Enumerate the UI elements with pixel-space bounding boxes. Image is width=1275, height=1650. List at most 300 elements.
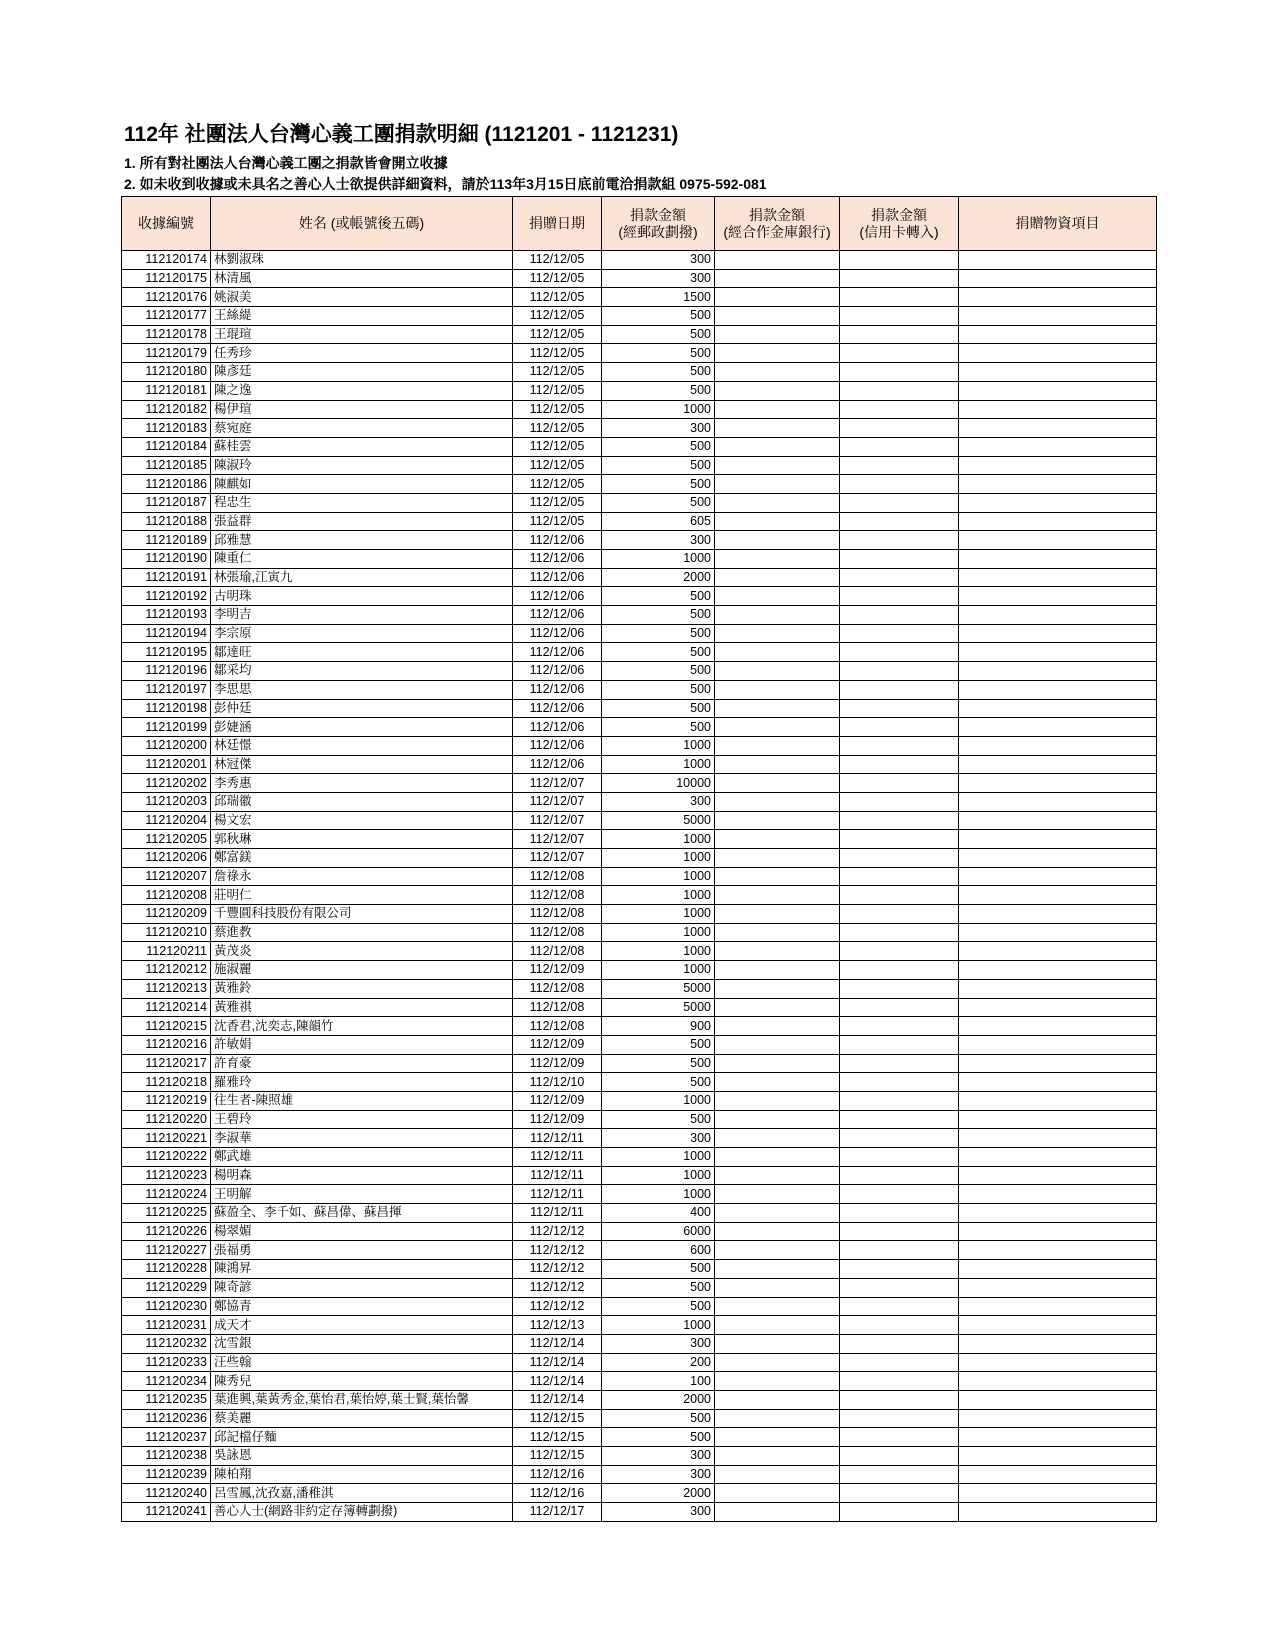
- amount-card-cell: [840, 1054, 959, 1073]
- amount-card-cell: [840, 1148, 959, 1167]
- amount-postal-cell: 500: [602, 493, 715, 512]
- amount-postal-cell: 1000: [602, 736, 715, 755]
- amount-postal-cell: 1000: [602, 400, 715, 419]
- table-row: [122, 774, 1157, 793]
- table-row: [122, 1185, 1157, 1204]
- table-row: [122, 886, 1157, 905]
- amount-bank-cell: [715, 1372, 840, 1391]
- donor-name-cell: 蘇桂雲: [211, 437, 513, 456]
- donor-name-cell: 林冠傑: [211, 755, 513, 774]
- amount-card-cell: [840, 718, 959, 737]
- receipt-no-cell: 112120215: [122, 1017, 211, 1036]
- donation-date-cell: 112/12/05: [513, 269, 602, 288]
- receipt-no-cell: 112120222: [122, 1148, 211, 1167]
- amount-card-cell: [840, 1241, 959, 1260]
- donation-date-cell: 112/12/09: [513, 1035, 602, 1054]
- goods-cell: [959, 288, 1157, 307]
- table-row: [122, 718, 1157, 737]
- table-row: [122, 942, 1157, 961]
- receipt-no-cell: 112120188: [122, 512, 211, 531]
- amount-bank-cell: [715, 905, 840, 924]
- donation-date-cell: 112/12/08: [513, 923, 602, 942]
- table-row: [122, 456, 1157, 475]
- receipt-no-cell: 112120216: [122, 1035, 211, 1054]
- donor-name-cell: 林張瑜,江寅九: [211, 568, 513, 587]
- amount-bank-cell: [715, 269, 840, 288]
- donor-name-cell: 羅雅玲: [211, 1073, 513, 1092]
- amount-bank-cell: [715, 1110, 840, 1129]
- donor-name-cell: 陳重仁: [211, 550, 513, 569]
- amount-postal-cell: 300: [602, 792, 715, 811]
- amount-card-cell: [840, 979, 959, 998]
- donation-date-cell: 112/12/05: [513, 456, 602, 475]
- donor-name-cell: 莊明仁: [211, 886, 513, 905]
- amount-postal-cell: 500: [602, 643, 715, 662]
- amount-card-cell: [840, 830, 959, 849]
- amount-card-cell: [840, 662, 959, 681]
- receipt-no-cell: 112120232: [122, 1334, 211, 1353]
- amount-postal-cell: 500: [602, 587, 715, 606]
- receipt-no-cell: 112120176: [122, 288, 211, 307]
- goods-cell: [959, 811, 1157, 830]
- donation-date-cell: 112/12/13: [513, 1316, 602, 1335]
- donation-date-cell: 112/12/14: [513, 1372, 602, 1391]
- receipt-no-cell: 112120203: [122, 792, 211, 811]
- amount-bank-cell: [715, 1166, 840, 1185]
- donor-name-cell: 施淑麗: [211, 961, 513, 980]
- receipt-no-cell: 112120233: [122, 1353, 211, 1372]
- goods-cell: [959, 1091, 1157, 1110]
- amount-card-cell: [840, 1222, 959, 1241]
- amount-bank-cell: [715, 1447, 840, 1466]
- amount-card-cell: [840, 1260, 959, 1279]
- table-row: [122, 923, 1157, 942]
- receipt-no-cell: 112120217: [122, 1054, 211, 1073]
- amount-card-cell: [840, 251, 959, 270]
- receipt-no-cell: 112120174: [122, 251, 211, 270]
- receipt-no-cell: 112120240: [122, 1484, 211, 1503]
- receipt-no-cell: 112120194: [122, 624, 211, 643]
- receipt-no-cell: 112120198: [122, 699, 211, 718]
- goods-cell: [959, 1353, 1157, 1372]
- amount-bank-cell: [715, 381, 840, 400]
- receipt-no-cell: 112120200: [122, 736, 211, 755]
- receipt-no-cell: 112120237: [122, 1428, 211, 1447]
- receipt-no-cell: 112120231: [122, 1316, 211, 1335]
- amount-postal-cell: 500: [602, 624, 715, 643]
- amount-bank-cell: [715, 624, 840, 643]
- donor-name-cell: 黃雅鈴: [211, 979, 513, 998]
- amount-postal-cell: 600: [602, 1241, 715, 1260]
- table-row: [122, 512, 1157, 531]
- amount-bank-cell: [715, 718, 840, 737]
- donor-name-cell: 王碧玲: [211, 1110, 513, 1129]
- amount-bank-cell: [715, 400, 840, 419]
- amount-postal-cell: 1000: [602, 961, 715, 980]
- amount-card-cell: [840, 1185, 959, 1204]
- receipt-no-cell: 112120186: [122, 475, 211, 494]
- donor-name-cell: 吳詠恩: [211, 1447, 513, 1466]
- donor-name-cell: 鄒采均: [211, 662, 513, 681]
- donation-date-cell: 112/12/05: [513, 251, 602, 270]
- goods-cell: [959, 905, 1157, 924]
- table-body: [122, 251, 1157, 1522]
- amount-bank-cell: [715, 792, 840, 811]
- amount-postal-cell: 500: [602, 1260, 715, 1279]
- donation-date-cell: 112/12/07: [513, 849, 602, 868]
- goods-cell: [959, 792, 1157, 811]
- table-row: [122, 1503, 1157, 1522]
- header-amount-postal-line2: (經郵政劃撥): [618, 223, 698, 240]
- donor-name-cell: 張福勇: [211, 1241, 513, 1260]
- donor-name-cell: 林清風: [211, 269, 513, 288]
- table-row: [122, 1484, 1157, 1503]
- receipt-no-cell: 112120177: [122, 307, 211, 326]
- donation-date-cell: 112/12/12: [513, 1260, 602, 1279]
- donor-name-cell: 陳柏翔: [211, 1465, 513, 1484]
- amount-card-cell: [840, 400, 959, 419]
- receipt-no-cell: 112120199: [122, 718, 211, 737]
- donor-name-cell: 古明珠: [211, 587, 513, 606]
- table-row: [122, 1334, 1157, 1353]
- donor-name-cell: 陳鴻昇: [211, 1260, 513, 1279]
- goods-cell: [959, 456, 1157, 475]
- table-row: [122, 1353, 1157, 1372]
- goods-cell: [959, 1017, 1157, 1036]
- amount-postal-cell: 1500: [602, 288, 715, 307]
- amount-bank-cell: [715, 325, 840, 344]
- donor-name-cell: 鄭協青: [211, 1297, 513, 1316]
- donation-date-cell: 112/12/06: [513, 531, 602, 550]
- receipt-no-cell: 112120175: [122, 269, 211, 288]
- goods-cell: [959, 1316, 1157, 1335]
- amount-card-cell: [840, 269, 959, 288]
- donation-date-cell: 112/12/11: [513, 1204, 602, 1223]
- amount-bank-cell: [715, 1390, 840, 1409]
- amount-postal-cell: 1000: [602, 550, 715, 569]
- donor-name-cell: 成天才: [211, 1316, 513, 1335]
- table-row: [122, 1390, 1157, 1409]
- amount-bank-cell: [715, 923, 840, 942]
- goods-cell: [959, 587, 1157, 606]
- amount-postal-cell: 1000: [602, 923, 715, 942]
- amount-card-cell: [840, 1409, 959, 1428]
- receipt-no-cell: 112120211: [122, 942, 211, 961]
- amount-bank-cell: [715, 1297, 840, 1316]
- goods-cell: [959, 419, 1157, 438]
- amount-bank-cell: [715, 1484, 840, 1503]
- amount-postal-cell: 300: [602, 1503, 715, 1522]
- amount-bank-cell: [715, 1204, 840, 1223]
- receipt-no-cell: 112120212: [122, 961, 211, 980]
- amount-postal-cell: 500: [602, 1297, 715, 1316]
- amount-card-cell: [840, 1484, 959, 1503]
- amount-bank-cell: [715, 1503, 840, 1522]
- goods-cell: [959, 531, 1157, 550]
- table-row: [122, 867, 1157, 886]
- table-row: [122, 1166, 1157, 1185]
- amount-postal-cell: 300: [602, 1465, 715, 1484]
- amount-postal-cell: 1000: [602, 1148, 715, 1167]
- table-row: [122, 643, 1157, 662]
- receipt-no-cell: 112120225: [122, 1204, 211, 1223]
- amount-bank-cell: [715, 456, 840, 475]
- donation-date-cell: 112/12/12: [513, 1222, 602, 1241]
- receipt-no-cell: 112120223: [122, 1166, 211, 1185]
- donor-name-cell: 王琨瑄: [211, 325, 513, 344]
- amount-postal-cell: 2000: [602, 568, 715, 587]
- goods-cell: [959, 1241, 1157, 1260]
- amount-bank-cell: [715, 606, 840, 625]
- amount-postal-cell: 1000: [602, 886, 715, 905]
- donation-date-cell: 112/12/08: [513, 979, 602, 998]
- donation-date-cell: 112/12/06: [513, 718, 602, 737]
- receipt-no-cell: 112120209: [122, 905, 211, 924]
- receipt-no-cell: 112120204: [122, 811, 211, 830]
- donation-date-cell: 112/12/05: [513, 288, 602, 307]
- amount-bank-cell: [715, 512, 840, 531]
- amount-bank-cell: [715, 699, 840, 718]
- donation-date-cell: 112/12/14: [513, 1353, 602, 1372]
- donor-name-cell: 鄭富鎂: [211, 849, 513, 868]
- donation-date-cell: 112/12/06: [513, 699, 602, 718]
- amount-postal-cell: 1000: [602, 849, 715, 868]
- table-row: [122, 1409, 1157, 1428]
- goods-cell: [959, 830, 1157, 849]
- header-amount-card-line1: 捐款金額: [871, 206, 927, 223]
- donor-name-cell: 黃茂炎: [211, 942, 513, 961]
- amount-bank-cell: [715, 1465, 840, 1484]
- amount-postal-cell: 1000: [602, 755, 715, 774]
- table-row: [122, 1035, 1157, 1054]
- table-row: [122, 381, 1157, 400]
- amount-postal-cell: 300: [602, 1129, 715, 1148]
- amount-bank-cell: [715, 363, 840, 382]
- donor-name-cell: 彭婕涵: [211, 718, 513, 737]
- table-row: [122, 475, 1157, 494]
- goods-cell: [959, 979, 1157, 998]
- donor-name-cell: 陳淑玲: [211, 456, 513, 475]
- table-row: [122, 979, 1157, 998]
- amount-bank-cell: [715, 1129, 840, 1148]
- goods-cell: [959, 251, 1157, 270]
- amount-bank-cell: [715, 774, 840, 793]
- goods-cell: [959, 1110, 1157, 1129]
- amount-postal-cell: 300: [602, 1447, 715, 1466]
- amount-postal-cell: 5000: [602, 998, 715, 1017]
- receipt-no-cell: 112120207: [122, 867, 211, 886]
- receipt-no-cell: 112120183: [122, 419, 211, 438]
- amount-postal-cell: 500: [602, 344, 715, 363]
- goods-cell: [959, 344, 1157, 363]
- amount-card-cell: [840, 643, 959, 662]
- amount-bank-cell: [715, 1428, 840, 1447]
- amount-bank-cell: [715, 1148, 840, 1167]
- amount-card-cell: [840, 1297, 959, 1316]
- amount-card-cell: [840, 755, 959, 774]
- amount-postal-cell: 100: [602, 1372, 715, 1391]
- goods-cell: [959, 1447, 1157, 1466]
- table-row: [122, 1222, 1157, 1241]
- amount-postal-cell: 500: [602, 475, 715, 494]
- donation-date-cell: 112/12/05: [513, 307, 602, 326]
- amount-postal-cell: 1000: [602, 905, 715, 924]
- amount-bank-cell: [715, 643, 840, 662]
- donation-date-cell: 112/12/06: [513, 680, 602, 699]
- amount-bank-cell: [715, 550, 840, 569]
- amount-card-cell: [840, 1353, 959, 1372]
- amount-bank-cell: [715, 867, 840, 886]
- goods-cell: [959, 718, 1157, 737]
- table-row: [122, 1017, 1157, 1036]
- receipt-no-cell: 112120184: [122, 437, 211, 456]
- receipt-no-cell: 112120185: [122, 456, 211, 475]
- donor-name-cell: 姚淑美: [211, 288, 513, 307]
- donor-name-cell: 邱記檔仔麵: [211, 1428, 513, 1447]
- donation-date-cell: 112/12/14: [513, 1334, 602, 1353]
- amount-postal-cell: 500: [602, 437, 715, 456]
- receipt-no-cell: 112120189: [122, 531, 211, 550]
- amount-postal-cell: 300: [602, 269, 715, 288]
- donor-name-cell: 許敏娟: [211, 1035, 513, 1054]
- amount-bank-cell: [715, 419, 840, 438]
- amount-bank-cell: [715, 1334, 840, 1353]
- table-row: [122, 1204, 1157, 1223]
- goods-cell: [959, 1465, 1157, 1484]
- amount-postal-cell: 900: [602, 1017, 715, 1036]
- receipt-no-cell: 112120239: [122, 1465, 211, 1484]
- donation-date-cell: 112/12/09: [513, 961, 602, 980]
- header-goods: 捐贈物資項目: [959, 197, 1157, 251]
- amount-bank-cell: [715, 251, 840, 270]
- header-receipt-no: 收據編號: [122, 197, 211, 251]
- donation-date-cell: 112/12/05: [513, 512, 602, 531]
- receipt-no-cell: 112120241: [122, 1503, 211, 1522]
- donor-name-cell: 陳麒如: [211, 475, 513, 494]
- table-row: [122, 344, 1157, 363]
- donor-name-cell: 邱雅慧: [211, 531, 513, 550]
- amount-card-cell: [840, 363, 959, 382]
- amount-postal-cell: 300: [602, 419, 715, 438]
- table-row: [122, 680, 1157, 699]
- donor-name-cell: 詹祿永: [211, 867, 513, 886]
- goods-cell: [959, 849, 1157, 868]
- amount-card-cell: [840, 1447, 959, 1466]
- amount-postal-cell: 500: [602, 662, 715, 681]
- receipt-no-cell: 112120205: [122, 830, 211, 849]
- table-row: [122, 251, 1157, 270]
- table-row: [122, 1260, 1157, 1279]
- table-row: [122, 1316, 1157, 1335]
- goods-cell: [959, 643, 1157, 662]
- amount-postal-cell: 2000: [602, 1484, 715, 1503]
- receipt-no-cell: 112120191: [122, 568, 211, 587]
- table-row: [122, 662, 1157, 681]
- donation-date-cell: 112/12/05: [513, 363, 602, 382]
- receipt-no-cell: 112120187: [122, 493, 211, 512]
- amount-postal-cell: 500: [602, 718, 715, 737]
- donation-date-cell: 112/12/08: [513, 867, 602, 886]
- table-row: [122, 736, 1157, 755]
- donor-name-cell: 千豐圓科技股份有限公司: [211, 905, 513, 924]
- donor-name-cell: 楊翠媚: [211, 1222, 513, 1241]
- donation-date-cell: 112/12/16: [513, 1465, 602, 1484]
- donation-date-cell: 112/12/06: [513, 624, 602, 643]
- note-receipt-policy: 1. 所有對社團法人台灣心義工團之捐款皆會開立收據: [124, 155, 448, 171]
- table-row: [122, 1129, 1157, 1148]
- table-row: [122, 363, 1157, 382]
- amount-bank-cell: [715, 1278, 840, 1297]
- donation-date-cell: 112/12/06: [513, 662, 602, 681]
- table-row: [122, 624, 1157, 643]
- donation-date-cell: 112/12/06: [513, 587, 602, 606]
- donor-name-cell: 任秀珍: [211, 344, 513, 363]
- goods-cell: [959, 475, 1157, 494]
- amount-postal-cell: 300: [602, 531, 715, 550]
- donation-date-cell: 112/12/06: [513, 755, 602, 774]
- header-amount-card-line2: (信用卡轉入): [859, 223, 939, 240]
- donation-date-cell: 112/12/07: [513, 830, 602, 849]
- receipt-no-cell: 112120195: [122, 643, 211, 662]
- donation-date-cell: 112/12/06: [513, 736, 602, 755]
- amount-bank-cell: [715, 1017, 840, 1036]
- donation-table: [121, 196, 1157, 1522]
- receipt-no-cell: 112120220: [122, 1110, 211, 1129]
- donation-date-cell: 112/12/10: [513, 1073, 602, 1092]
- receipt-no-cell: 112120193: [122, 606, 211, 625]
- amount-bank-cell: [715, 437, 840, 456]
- donation-date-cell: 112/12/07: [513, 792, 602, 811]
- amount-card-cell: [840, 961, 959, 980]
- donation-date-cell: 112/12/11: [513, 1129, 602, 1148]
- table-row: [122, 830, 1157, 849]
- goods-cell: [959, 1185, 1157, 1204]
- header-amount-bank: [715, 197, 840, 251]
- donor-name-cell: 善心人士(網路非約定存簿轉劃撥): [211, 1503, 513, 1522]
- receipt-no-cell: 112120190: [122, 550, 211, 569]
- amount-card-cell: [840, 792, 959, 811]
- table-row: [122, 849, 1157, 868]
- goods-cell: [959, 1204, 1157, 1223]
- amount-postal-cell: 500: [602, 1428, 715, 1447]
- goods-cell: [959, 923, 1157, 942]
- amount-card-cell: [840, 1091, 959, 1110]
- goods-cell: [959, 624, 1157, 643]
- amount-bank-cell: [715, 1091, 840, 1110]
- donation-date-cell: 112/12/15: [513, 1428, 602, 1447]
- amount-card-cell: [840, 774, 959, 793]
- amount-card-cell: [840, 849, 959, 868]
- amount-card-cell: [840, 736, 959, 755]
- amount-card-cell: [840, 1503, 959, 1522]
- amount-bank-cell: [715, 1316, 840, 1335]
- amount-bank-cell: [715, 1054, 840, 1073]
- table-row: [122, 1110, 1157, 1129]
- receipt-no-cell: 112120197: [122, 680, 211, 699]
- donor-name-cell: 陳彥廷: [211, 363, 513, 382]
- table-row: [122, 531, 1157, 550]
- donor-name-cell: 王明解: [211, 1185, 513, 1204]
- amount-postal-cell: 500: [602, 1278, 715, 1297]
- table-row: [122, 1148, 1157, 1167]
- amount-card-cell: [840, 419, 959, 438]
- goods-cell: [959, 1334, 1157, 1353]
- amount-bank-cell: [715, 1185, 840, 1204]
- goods-cell: [959, 363, 1157, 382]
- receipt-no-cell: 112120235: [122, 1390, 211, 1409]
- receipt-no-cell: 112120180: [122, 363, 211, 382]
- amount-postal-cell: 500: [602, 606, 715, 625]
